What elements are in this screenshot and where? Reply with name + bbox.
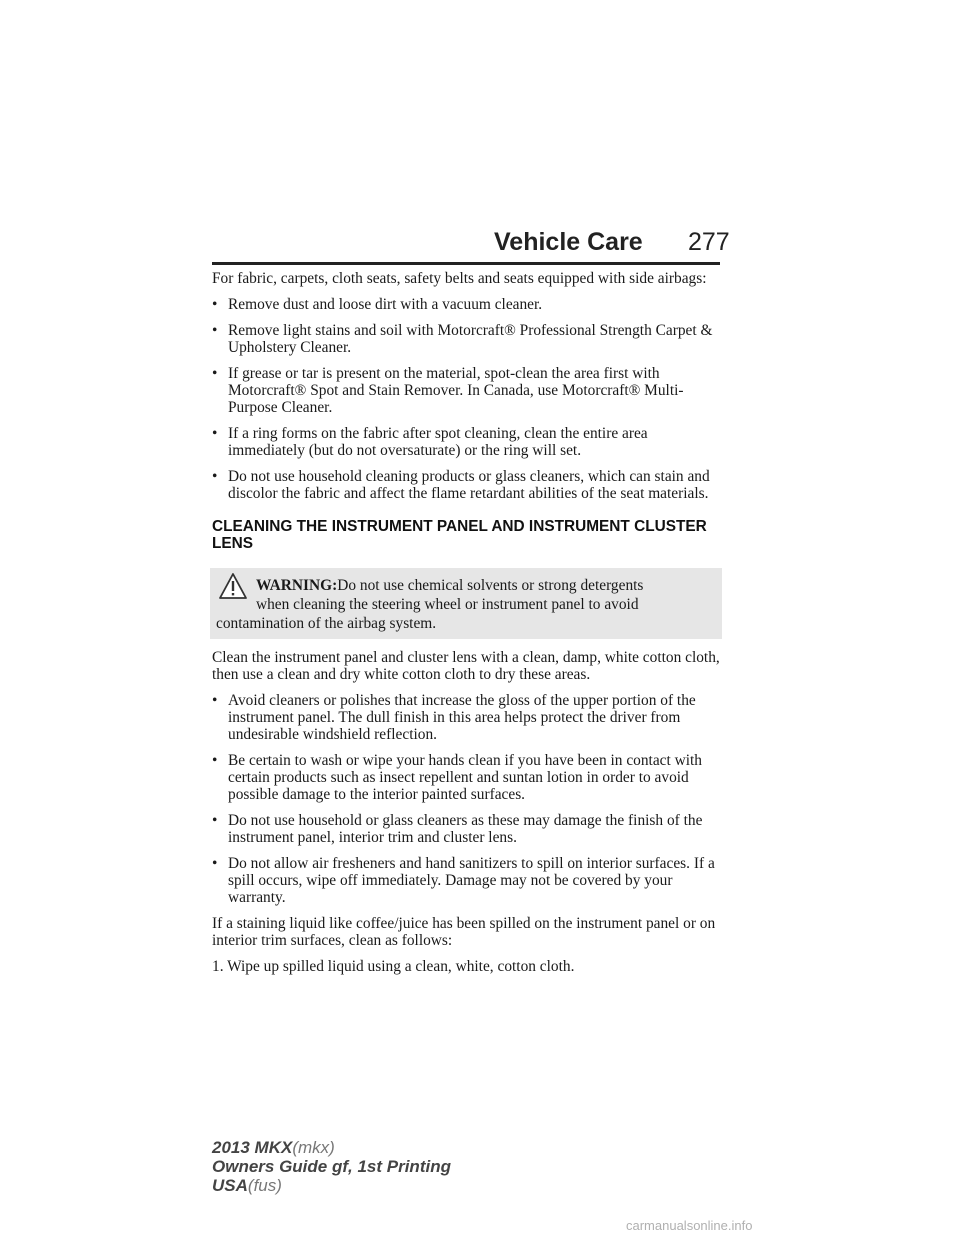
fabric-bullet-list xyxy=(212,296,722,502)
staining-paragraph: If a staining liquid like coffee/juice has been spilled on the instrument panel or on interior trim surfaces, clean as follows: xyxy=(212,915,716,949)
section-heading: CLEANING THE INSTRUMENT PANEL AND INSTRUMENT CLUSTER LENS xyxy=(212,518,707,552)
bullet-icon: • xyxy=(212,296,218,313)
list-item: • If grease or tar is present on the material, spot-clean the area first with Motorcraft® Spot and Stain Remover. In Canada, use Motorcraft® Multi-Purpose Cleaner. xyxy=(212,365,684,416)
section-title: Vehicle Care xyxy=(494,228,643,256)
header-divider xyxy=(212,262,720,265)
bullet-icon: • xyxy=(212,468,218,485)
footer-model: 2013 MKX xyxy=(212,1138,293,1157)
warning-line-1: WARNING:Do not use chemical solvents or strong detergents xyxy=(256,577,644,594)
list-item: • Do not allow air fresheners and hand sanitizers to spill on interior surfaces. If a spill occurs, wipe off immediately. Damage may not be covered by your warranty. xyxy=(212,855,715,906)
bullet-icon: • xyxy=(212,322,218,339)
footer-market-code: (fus) xyxy=(247,1176,282,1195)
list-item: • Be certain to wash or wipe your hands clean if you have been in contact with certain products such as insect repellent and suntan lotion in order to avoid possible damage to the interior painted surfaces. xyxy=(212,752,702,803)
bullet-icon: • xyxy=(212,692,218,709)
footer-model-code: (mkx) xyxy=(292,1138,335,1157)
warning-label: WARNING: xyxy=(256,577,338,594)
list-item: • Do not use household cleaning products or glass cleaners, which can stain and discolor the fabric and affect the flame retardant abilities of the seat materials. xyxy=(212,468,710,502)
list-item: • Avoid cleaners or polishes that increase the gloss of the upper portion of the instrument panel. The dull finish in this area helps protect the driver from undesirable windshield reflection. xyxy=(212,692,696,743)
intro-paragraph: For fabric, carpets, cloth seats, safety belts and seats equipped with side airbags: xyxy=(212,270,707,287)
bullet-icon: • xyxy=(212,752,218,769)
warning-line-3: contamination of the airbag system. xyxy=(216,615,437,632)
footer-market: USA xyxy=(212,1176,248,1195)
bullet-icon: • xyxy=(212,855,218,872)
footer-guide: Owners Guide gf, 1st Printing xyxy=(212,1157,451,1176)
bullet-icon: • xyxy=(212,365,218,382)
watermark: carmanualsonline.info xyxy=(626,1218,753,1233)
list-item: • Remove light stains and soil with Motorcraft® Professional Strength Carpet & Upholstery Cleaner. xyxy=(212,322,713,356)
warning-line-2: when cleaning the steering wheel or instrument panel to avoid xyxy=(256,596,639,613)
page-content xyxy=(212,270,722,984)
page-number: 277 xyxy=(688,228,730,256)
list-item: • Remove dust and loose dirt with a vacuum cleaner. xyxy=(212,296,543,313)
step-1: 1. Wipe up spilled liquid using a clean, white, cotton cloth. xyxy=(212,958,575,975)
print-footer xyxy=(212,1138,451,1195)
bullet-icon: • xyxy=(212,425,218,442)
warning-box xyxy=(210,568,722,639)
panel-bullet-list xyxy=(212,692,722,906)
bullet-icon: • xyxy=(212,812,218,829)
list-item: • If a ring forms on the fabric after spot cleaning, clean the entire area immediately (but do not oversaturate) or the ring will set. xyxy=(212,425,648,459)
clean-paragraph: Clean the instrument panel and cluster lens with a clean, damp, white cotton cloth, then use a clean and dry white cotton cloth to dry these areas. xyxy=(212,649,720,683)
list-item: • Do not use household or glass cleaners as these may damage the finish of the instrument panel, interior trim and cluster lens. xyxy=(212,812,703,846)
warning-triangle-icon xyxy=(218,572,248,600)
